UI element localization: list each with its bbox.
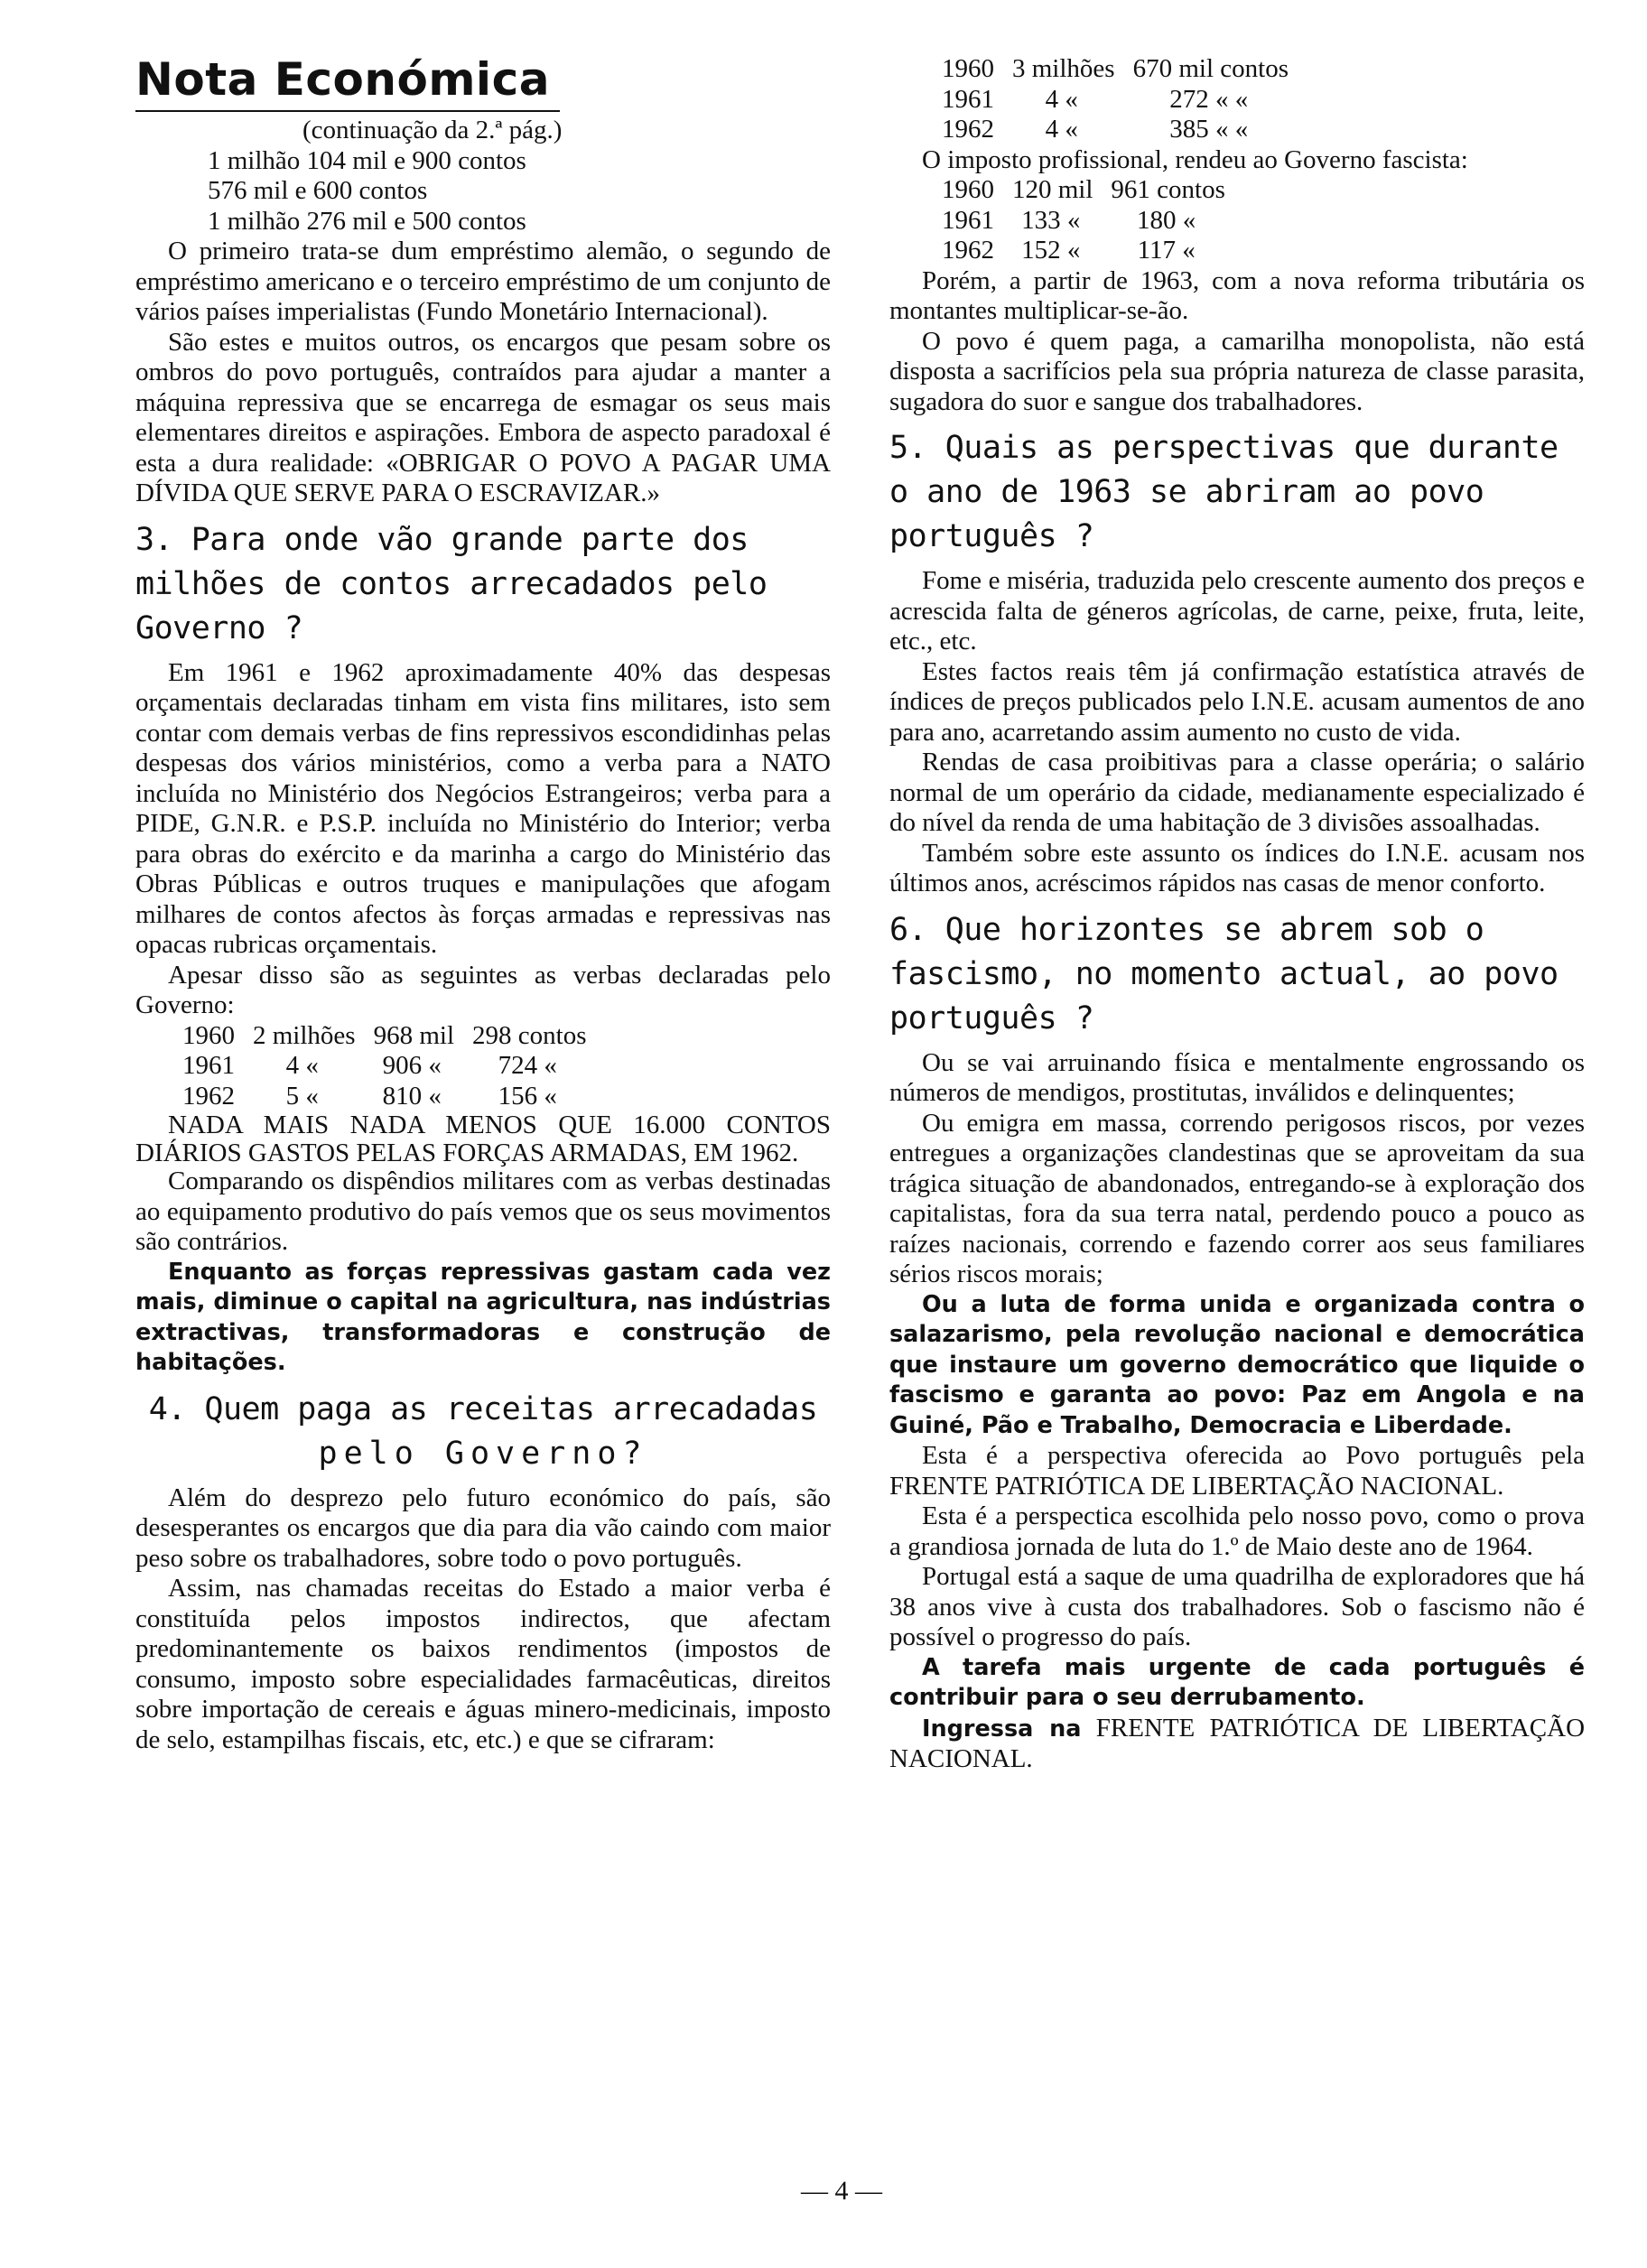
table-cell: 3 milhões bbox=[1012, 54, 1115, 83]
professional-tax-table bbox=[942, 175, 1243, 266]
paragraph: O povo é quem paga, a camarilha monopolista, não está disposta a sacrifícios pela sua própria natureza de classe parasita, sugadora do suor e sangue dos trabalhadores. bbox=[889, 326, 1585, 416]
table-cell: 5 « bbox=[285, 1081, 319, 1111]
closing-text: FRENTE PATRIÓTICA DE LIBERTAÇÃO NACIONAL. bbox=[889, 1713, 1586, 1773]
paragraph: Porém, a partir de 1963, com a nova reforma tributária os montantes multiplicar-se-ão. bbox=[889, 265, 1585, 325]
table-cell: 1960 bbox=[942, 175, 994, 204]
paragraph: Fome e miséria, traduzida pelo crescente aumento dos preços e acrescida falta de géneros agrícolas, de carne, peixe, fruta, leite, etc., etc. bbox=[889, 566, 1585, 655]
table-row bbox=[942, 206, 1243, 237]
paragraph: Assim, nas chamadas receitas do Estado a maior verba é constituída pelos impostos indirectos, que afectam predominantemente os baixos rendimentos (impostos de consumo, imposto sobre especialidades farmacêuticas, direitos sobre importação de cereais e águas minero-medicinais, imposto de selo, estampilhas fiscais, etc, etc.) e que se cifraram: bbox=[135, 1574, 831, 1754]
continuation-note: (continuação da 2.ª pág.) bbox=[302, 116, 563, 144]
caps-paragraph: NADA MAIS NADA MENOS QUE 16.000 CONTOS DIÁRIOS GASTOS PELAS FORÇAS ARMADAS, EM 1962. bbox=[135, 1111, 831, 1167]
table-cell: 1960 bbox=[942, 54, 994, 83]
table-row bbox=[182, 1051, 604, 1082]
debt-line: 1 milhão 276 mil e 500 contos bbox=[208, 206, 526, 236]
table-cell: 1962 bbox=[182, 1081, 235, 1111]
table-cell: 810 « bbox=[382, 1081, 442, 1111]
section-heading-5: 5. Quais as perspectivas que durante o ano de 1963 se abriram ao povo português ? bbox=[889, 430, 1559, 554]
paragraph: Ou se vai arruinando física e mentalmente engrossando os números de mendigos, prostitutas, inválidos e delinquentes; bbox=[889, 1047, 1585, 1107]
table-cell: 120 mil bbox=[1012, 175, 1093, 204]
right-column bbox=[889, 54, 1585, 1775]
table-cell: 1960 bbox=[182, 1020, 235, 1050]
table-cell: 385 « « bbox=[1169, 115, 1249, 144]
table-cell: 670 mil contos bbox=[1132, 54, 1289, 83]
bold-paragraph: A tarefa mais urgente de cada português é contribuir para o seu derrubamento. bbox=[889, 1653, 1585, 1711]
left-column bbox=[135, 54, 831, 1755]
debt-line: 1 milhão 104 mil e 900 contos bbox=[208, 145, 526, 175]
table-cell: 4 « bbox=[285, 1051, 319, 1080]
paragraph: Apesar disso são as seguintes as verbas declaradas pelo Governo: bbox=[135, 960, 831, 1019]
table-cell: 152 « bbox=[1021, 236, 1081, 265]
table-cell: 180 « bbox=[1137, 205, 1196, 235]
table-row bbox=[942, 115, 1307, 145]
masthead-rule bbox=[135, 110, 560, 112]
table-cell: 961 contos bbox=[1111, 175, 1225, 204]
paragraph: O primeiro trata-se dum empréstimo alemão, o segundo de empréstimo americano e o terceiro empréstimo de um conjunto de vários países imperialistas (Fundo Monetário Internacional). bbox=[135, 237, 831, 326]
paragraph: Comparando os dispêndios militares com as verbas destinadas ao equipamento produtivo do país vemos que os seus movimentos são contrários. bbox=[135, 1167, 831, 1256]
table-cell: 1962 bbox=[942, 236, 994, 265]
table-row bbox=[182, 1082, 604, 1112]
table-cell: 724 « bbox=[498, 1051, 557, 1080]
table-cell: 133 « bbox=[1021, 205, 1081, 235]
masthead: Nota Económica bbox=[135, 53, 550, 106]
table-row bbox=[942, 85, 1307, 116]
table-cell: 4 « bbox=[1045, 84, 1078, 114]
table-cell: 117 « bbox=[1137, 236, 1196, 265]
table-cell: 1961 bbox=[942, 84, 994, 114]
table-cell: 272 « « bbox=[1169, 84, 1249, 114]
paragraph: Esta é a perspectica escolhida pelo nosso povo, como o prova a grandiosa jornada de luta do 1.º de Maio deste ano de 1964. bbox=[889, 1501, 1585, 1561]
closing-paragraph bbox=[889, 1714, 1585, 1775]
table-row bbox=[942, 175, 1243, 206]
table-cell: 4 « bbox=[1045, 115, 1078, 144]
paragraph: Ou emigra em massa, correndo perigosos riscos, por vezes entregues a organizações clandestinas que se aproveitam da sua trágica situação de abandonados, entregando-se à exploração dos capitalistas, fora da sua terra natal, perdendo pouco a pouco as raízes nacionais, correndo e fazendo correr aos seus familiares sérios riscos morais; bbox=[889, 1108, 1585, 1288]
table-cell: 906 « bbox=[382, 1051, 442, 1080]
paragraph: Portugal está a saque de uma quadrilha de exploradores que há 38 anos vive à custa dos trabalhadores. Sob o fascismo não é possível o progresso do país. bbox=[889, 1562, 1585, 1651]
paragraph: O imposto profissional, rendeu ao Governo fascista: bbox=[922, 144, 1468, 174]
section-heading-6: 6. Que horizontes se abrem sob o fascismo, no momento actual, ao povo português ? bbox=[889, 911, 1559, 1036]
table-cell: 156 « bbox=[498, 1081, 557, 1111]
indirect-tax-table bbox=[942, 54, 1307, 145]
paragraph: Além do desprezo pelo futuro económico do país, são desesperantes os encargos que dia para dia vão caindo com maior peso sobre os trabalhadores, sobre todo o povo português. bbox=[135, 1483, 831, 1573]
heading-line: pelo Governo? bbox=[318, 1435, 648, 1472]
table-cell: 298 contos bbox=[472, 1020, 587, 1050]
bold-paragraph: Enquanto as forças repressivas gastam cada vez mais, diminue o capital na agricultura, nas indústrias extractivas, transformadoras e construção de habitações. bbox=[135, 1258, 831, 1376]
table-cell: 1961 bbox=[942, 205, 994, 235]
section-heading-3: 3. Para onde vão grande parte dos milhões de contos arrecadados pelo Governo ? bbox=[135, 521, 768, 646]
table-row bbox=[182, 1021, 604, 1052]
paragraph: São estes e muitos outros, os encargos que pesam sobre os ombros do povo português, contraídos para ajudar a manter a máquina repressiva que se encarrega de esmagar os seus mais elementares direitos e aspirações. Embora de aspecto paradoxal é esta a dura realidade: «OBRIGAR O POVO A PAGAR UMA DÍVIDA QUE SERVE PARA O ESCRAVIZAR.» bbox=[135, 327, 831, 507]
page-number: — 4 — bbox=[801, 2176, 882, 2206]
table-cell: 2 milhões bbox=[253, 1020, 356, 1050]
table-row bbox=[942, 54, 1307, 85]
paragraph: Esta é a perspectiva oferecida ao Povo português pela FRENTE PATRIÓTICA DE LIBERTAÇÃO NACIONAL. bbox=[889, 1441, 1585, 1501]
closing-label: Ingressa na bbox=[922, 1715, 1082, 1743]
table-row bbox=[942, 236, 1243, 266]
bold-paragraph: Ou a luta de forma unida e organizada contra o salazarismo, pela revolução nacional e democrática que instaure um governo democrático que liquide o fascismo e garanta ao povo: Paz em Angola e na Guiné, Pão e Trabalho, Democracia e Liberdade. bbox=[889, 1290, 1585, 1439]
paragraph: Estes factos reais têm já confirmação estatística através de índices de preços publicados pelo I.N.E. acusam aumentos de ano para ano, acarretando assim aumento no custo de vida. bbox=[889, 656, 1585, 747]
section-heading-4 bbox=[135, 1388, 831, 1476]
paragraph: Também sobre este assunto os índices do I.N.E. acusam nos últimos anos, acréscimos rápidos nas casas de menor conforto. bbox=[889, 838, 1585, 897]
paragraph: Em 1961 e 1962 aproximadamente 40% das despesas orçamentais declaradas tinham em vista fins militares, isto sem contar com demais verbas de fins repressivos escondidinhas pelas despesas dos vários ministérios, como a verba para a NATO incluída no Ministério dos Negócios Estrangeiros; verba para a PIDE, G.N.R. e P.S.P. incluída no Ministério do Interior; verba para obras do exército e da marinha a cargo do Ministério das Obras Públicas e outros truques e manipulações que afogam milhares de contos afectos às forças armadas e repressivas nas opacas rubricas orçamentais. bbox=[135, 657, 831, 959]
paragraph: Rendas de casa proibitivas para a classe operária; o salário normal de um operário da cidade, medianamente especializado é do nível da renda de uma habitação de 3 divisões assoalhadas. bbox=[889, 748, 1585, 837]
table-cell: 1961 bbox=[182, 1051, 235, 1080]
table-cell: 968 mil bbox=[373, 1020, 455, 1050]
military-spending-table bbox=[182, 1021, 604, 1112]
heading-line: 4. Quem paga as receitas arrecadadas bbox=[148, 1390, 818, 1427]
debt-line: 576 mil e 600 contos bbox=[208, 176, 428, 205]
table-cell: 1962 bbox=[942, 115, 994, 144]
